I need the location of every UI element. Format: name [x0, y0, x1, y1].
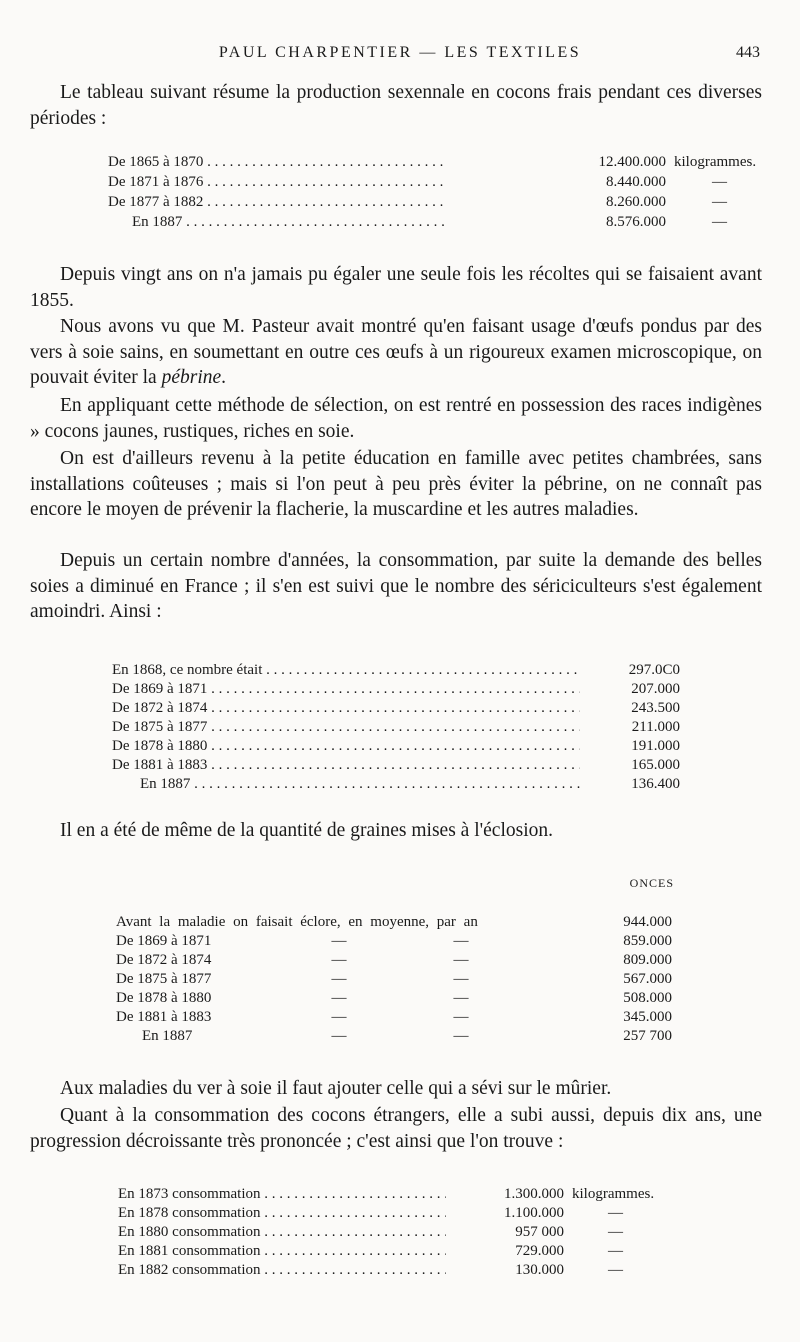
table-row — [116, 971, 686, 991]
production-table — [108, 154, 757, 238]
ditto-mark: — — [331, 1009, 347, 1025]
table-row — [116, 1009, 686, 1029]
column-header-onces: ONCES — [629, 876, 674, 890]
paragraph-graines: Il en a été de même de la quantité de graines mises à l'éclosion. — [60, 820, 553, 841]
period-label: De 1871 à 1876 . . . — [108, 174, 448, 191]
table-row — [108, 154, 757, 174]
sericulteurs-table — [112, 662, 682, 796]
ditto-mark: — — [453, 933, 469, 949]
period-label: De 1872 à 1874 — [116, 952, 212, 968]
paragraph-education: On est d'ailleurs revenu à la petite éducation en famille avec petites chambrées, sans installations coûteuses ; mais si l'on peut à peu près éviter la pébrine, on ne connaît pas encore le moyen de prévenir la flacherie, la muscardine et les autres maladies. — [30, 448, 762, 521]
period-label: De 1869 à 1871 . . . — [112, 681, 580, 698]
ditto-mark: — — [608, 1262, 623, 1278]
period-label: De 1881 à 1883 . . . — [112, 757, 580, 774]
ditto-mark: — — [712, 214, 727, 230]
paragraph-text: Nous avons vu que M. Pasteur avait montré qu'en faisant usage d'œufs pondus par des vers à soie sains, en soumettant en outre ces œufs à un rigoureux examen microscopique, on pouvait éviter la — [30, 316, 762, 389]
table-row — [116, 1028, 686, 1048]
table-row — [118, 1243, 688, 1263]
period-label: Avant la maladie on faisait éclore, en moyenne, par an — [116, 914, 478, 930]
table-row — [112, 700, 682, 720]
count-value: 191.000 — [631, 738, 680, 754]
quantity-value: 809.000 — [623, 952, 672, 968]
paragraph-pasteur — [30, 314, 762, 391]
table-row — [116, 933, 686, 953]
count-value: 136.400 — [631, 776, 680, 792]
paragraph-murier: Aux maladies du ver à soie il faut ajouter celle qui a sévi sur le mûrier. — [60, 1078, 612, 1099]
ditto-mark: — — [712, 194, 727, 210]
production-value: 8.260.000 — [606, 194, 666, 210]
unit-label: kilogrammes. — [674, 154, 757, 170]
table-row — [112, 662, 682, 682]
ditto-mark: — — [453, 990, 469, 1006]
ditto-mark: — — [453, 971, 469, 987]
table-row — [112, 776, 682, 796]
table-row — [118, 1205, 688, 1225]
count-value: 297.0C0 — [628, 662, 680, 678]
year-label: En 1880 consommation . . . — [118, 1224, 446, 1241]
paragraph-selection: En appliquant cette méthode de sélection, on est rentré en possession des races indigènes » cocons jaunes, rustiques, riches en soie. — [30, 395, 762, 442]
year-label: En 1878 consommation . . . — [118, 1205, 446, 1222]
production-value: 12.400.000 — [598, 154, 666, 170]
period-label: De 1877 à 1882 . . . — [108, 194, 448, 211]
paragraph-intro-production: Le tableau suivant résume la production sexennale en cocons frais pendant ces diverses périodes : — [30, 82, 762, 129]
year-label: En 1882 consommation . . . — [118, 1262, 446, 1279]
period-label: De 1878 à 1880 — [116, 990, 212, 1006]
consumption-value: 957 000 — [515, 1224, 564, 1240]
period-label: En 1887 . . . — [132, 214, 448, 231]
period-label: De 1878 à 1880 . . . — [112, 738, 580, 755]
table-row — [118, 1186, 688, 1206]
ditto-mark: — — [331, 971, 347, 987]
quantity-value: 345.000 — [623, 1009, 672, 1025]
year-label: En 1873 consommation . . . — [118, 1186, 446, 1203]
paragraph-text: . — [221, 367, 227, 389]
table-row — [108, 174, 727, 194]
consumption-value: 1.300.000 — [504, 1186, 564, 1202]
count-value: 243.500 — [631, 700, 680, 716]
ditto-mark: — — [608, 1205, 623, 1221]
table-row — [118, 1262, 688, 1282]
ditto-mark: — — [608, 1243, 623, 1259]
table-row — [112, 757, 682, 777]
period-label: De 1875 à 1877 — [116, 971, 212, 987]
count-value: 165.000 — [631, 757, 680, 773]
period-label: En 1887 . . . — [140, 776, 580, 793]
paragraph-recoltes: Depuis vingt ans on n'a jamais pu égaler une seule fois les récoltes qui se faisaient avant 1855. — [30, 264, 762, 311]
quantity-value: 944.000 — [623, 914, 672, 930]
table-row — [108, 214, 727, 234]
ditto-mark: — — [331, 952, 347, 968]
ditto-mark: — — [712, 174, 727, 190]
period-label: En 1887 — [142, 1028, 193, 1044]
ditto-mark: — — [608, 1224, 623, 1240]
table-row — [112, 719, 682, 739]
period-label: De 1881 à 1883 — [116, 1009, 212, 1025]
quantity-value: 257 700 — [623, 1028, 672, 1044]
production-value: 8.576.000 — [606, 214, 666, 230]
table-row — [116, 952, 686, 972]
year-label: En 1881 consommation . . . — [118, 1243, 446, 1260]
page-number: 443 — [736, 44, 760, 61]
graines-table — [116, 876, 686, 1048]
ditto-mark: — — [453, 1009, 469, 1025]
table-row — [116, 914, 686, 934]
period-label: De 1869 à 1871 — [116, 933, 212, 949]
running-head — [0, 44, 800, 66]
table-row — [112, 681, 682, 701]
table-row — [112, 738, 682, 758]
ditto-mark: — — [331, 990, 347, 1006]
running-title: PAUL CHARPENTIER — LES TEXTILES — [218, 44, 582, 61]
table-row — [118, 1224, 688, 1244]
period-label: De 1875 à 1877 . . . — [112, 719, 580, 736]
quantity-value: 567.000 — [623, 971, 672, 987]
consumption-value: 1.100.000 — [504, 1205, 564, 1221]
ditto-mark: — — [453, 1028, 469, 1044]
unit-label: kilogrammes. — [572, 1186, 655, 1202]
count-value: 211.000 — [631, 719, 680, 735]
consumption-value: 729.000 — [515, 1243, 564, 1259]
consommation-table — [118, 1186, 688, 1286]
paragraph-cocons-etrangers: Quant à la consommation des cocons étrangers, elle a subi aussi, depuis dix ans, une progression décroissante très prononcée ; c'est ainsi que l'on trouve : — [30, 1105, 762, 1152]
ditto-mark: — — [331, 933, 347, 949]
production-value: 8.440.000 — [606, 174, 666, 190]
quantity-value: 508.000 — [623, 990, 672, 1006]
ditto-mark: — — [331, 1028, 347, 1044]
table-row — [108, 194, 727, 214]
period-label: De 1865 à 1870 . . . — [108, 154, 448, 171]
table-row — [116, 990, 686, 1010]
period-label: De 1872 à 1874 . . . — [112, 700, 580, 717]
paragraph-consommation: Depuis un certain nombre d'années, la consommation, par suite la demande des belles soies a diminué en France ; il s'en est suivi que le nombre des sériciculteurs s'est également amoindri. Ainsi : — [30, 550, 762, 623]
period-label: En 1868, ce nombre était . . . — [112, 662, 580, 679]
count-value: 207.000 — [631, 681, 680, 697]
ditto-mark: — — [453, 952, 469, 968]
consumption-value: 130.000 — [515, 1262, 564, 1278]
emphasis-pebrine: pébrine — [161, 367, 222, 389]
quantity-value: 859.000 — [623, 933, 672, 949]
